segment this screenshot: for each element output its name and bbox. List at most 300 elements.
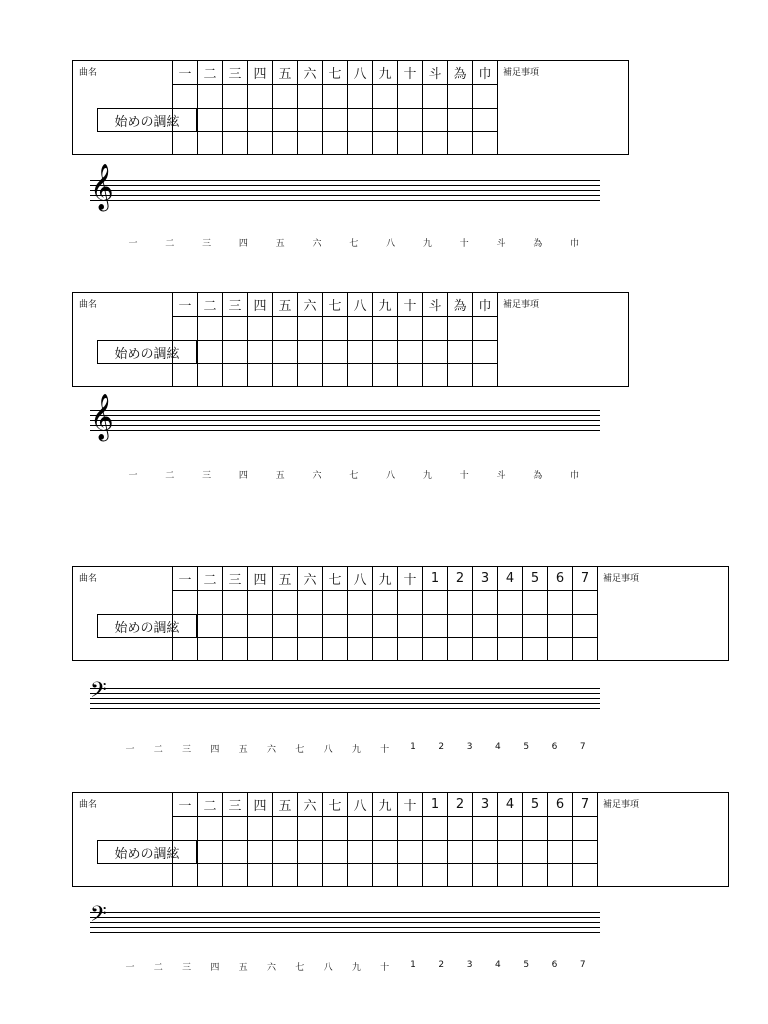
song-name-label: 曲名 (79, 68, 98, 78)
string-column-header: 十 (398, 293, 423, 317)
string-column-header: 四 (248, 61, 273, 85)
tuning-cell[interactable] (348, 591, 373, 615)
tuning-cell[interactable] (198, 817, 223, 841)
tuning-cell[interactable] (498, 864, 523, 888)
string-column-header: 1 (423, 567, 448, 591)
tuning-cells (172, 567, 598, 661)
tuning-cell[interactable] (523, 614, 548, 638)
string-column-header: 七 (323, 61, 348, 85)
tuning-cell[interactable] (298, 638, 323, 662)
tuning-cell[interactable] (198, 108, 223, 132)
bass-clef-icon: 𝄢 (90, 902, 107, 932)
tuning-cell[interactable] (398, 317, 423, 341)
tuning-cell[interactable] (248, 317, 273, 341)
tuning-cell[interactable] (273, 85, 298, 109)
staff-line (90, 180, 600, 181)
string-column-header: 巾 (473, 293, 498, 317)
tuning-cell[interactable] (298, 132, 323, 156)
string-label: 3 (466, 960, 473, 970)
tuning-cell[interactable] (348, 638, 373, 662)
tuning-cell[interactable] (348, 108, 373, 132)
tuning-cell[interactable] (473, 840, 498, 864)
tuning-cell[interactable] (473, 364, 498, 388)
tuning-cell[interactable] (373, 85, 398, 109)
tuning-cell[interactable] (398, 132, 423, 156)
tuning-cell[interactable] (198, 638, 223, 662)
tuning-cell[interactable] (523, 817, 548, 841)
tuning-cell[interactable] (198, 840, 223, 864)
string-label: 巾 (570, 239, 580, 249)
tuning-cell[interactable] (348, 840, 373, 864)
tuning-cell[interactable] (348, 85, 373, 109)
staff-line (90, 425, 600, 426)
tuning-cell[interactable] (473, 591, 498, 615)
tuning-cell[interactable] (173, 364, 198, 388)
tuning-cell[interactable] (498, 591, 523, 615)
string-column-header: 九 (373, 61, 398, 85)
tuning-cell[interactable] (423, 317, 448, 341)
tuning-cell[interactable] (473, 638, 498, 662)
tuning-cell[interactable] (323, 364, 348, 388)
string-column-header: 六 (298, 61, 323, 85)
tuning-cell[interactable] (198, 340, 223, 364)
string-label: 八 (323, 963, 333, 973)
tuning-cell[interactable] (223, 317, 248, 341)
staff-line (90, 430, 600, 431)
string-label: 二 (153, 963, 163, 973)
string-column-header: 五 (273, 293, 298, 317)
tuning-cell[interactable] (423, 817, 448, 841)
tuning-cell[interactable] (448, 364, 473, 388)
string-label: 四 (210, 963, 220, 973)
string-column-header: 7 (573, 567, 598, 591)
string-column-header: 一 (173, 61, 198, 85)
tuning-cell[interactable] (373, 840, 398, 864)
tuning-cell[interactable] (548, 864, 573, 888)
tuning-cell[interactable] (498, 638, 523, 662)
tuning-cell[interactable] (398, 614, 423, 638)
tuning-cell[interactable] (223, 340, 248, 364)
staff-line (90, 932, 600, 933)
tuning-cell[interactable] (498, 817, 523, 841)
tuning-cell[interactable] (373, 364, 398, 388)
tuning-cell[interactable] (173, 817, 198, 841)
string-label: 二 (165, 471, 175, 481)
tuning-cell[interactable] (423, 85, 448, 109)
string-label: 斗 (496, 239, 506, 249)
string-label: 七 (349, 471, 359, 481)
tuning-cell[interactable] (323, 591, 348, 615)
tuning-cell[interactable] (173, 638, 198, 662)
tuning-cell[interactable] (273, 864, 298, 888)
tuning-cell[interactable] (373, 638, 398, 662)
string-column-header: 十 (398, 793, 423, 817)
tuning-cell[interactable] (373, 317, 398, 341)
tuning-cell[interactable] (473, 614, 498, 638)
tuning-cell[interactable] (523, 638, 548, 662)
tuning-cell[interactable] (173, 591, 198, 615)
tuning-cell[interactable] (248, 85, 273, 109)
staff-line (90, 703, 600, 704)
start-tuning-label: 始めの調絃 (97, 614, 197, 638)
tuning-cell[interactable] (198, 864, 223, 888)
tuning-cell[interactable] (323, 614, 348, 638)
tuning-cell[interactable] (423, 638, 448, 662)
string-column-header: 八 (348, 793, 373, 817)
staff-line (90, 415, 600, 416)
string-label: 七 (295, 963, 305, 973)
tuning-cell[interactable] (448, 614, 473, 638)
tuning-cell[interactable] (248, 614, 273, 638)
tuning-cell[interactable] (273, 614, 298, 638)
tuning-cell[interactable] (398, 85, 423, 109)
string-label: 六 (312, 239, 322, 249)
tuning-cell[interactable] (548, 817, 573, 841)
tuning-cell[interactable] (348, 364, 373, 388)
tuning-cell[interactable] (348, 340, 373, 364)
tuning-cell[interactable] (273, 132, 298, 156)
tuning-cell[interactable] (448, 591, 473, 615)
staff-line (90, 912, 600, 913)
tuning-cell[interactable] (373, 864, 398, 888)
tuning-cell[interactable] (348, 614, 373, 638)
tuning-cell[interactable] (423, 132, 448, 156)
string-label: 八 (386, 239, 396, 249)
tuning-cell[interactable] (298, 864, 323, 888)
string-label: 三 (182, 745, 192, 755)
string-label: 三 (202, 239, 212, 249)
tuning-cell[interactable] (573, 638, 598, 662)
song-name-label: 曲名 (79, 800, 98, 810)
tuning-cell[interactable] (223, 591, 248, 615)
string-column-header: 六 (298, 567, 323, 591)
tuning-cell[interactable] (398, 864, 423, 888)
tuning-cell[interactable] (423, 864, 448, 888)
tuning-cell[interactable] (248, 132, 273, 156)
tuning-cell[interactable] (298, 614, 323, 638)
tuning-cell[interactable] (273, 364, 298, 388)
tuning-cell[interactable] (248, 340, 273, 364)
string-column-header: 三 (223, 793, 248, 817)
tuning-cell[interactable] (173, 340, 198, 364)
tuning-cell[interactable] (348, 864, 373, 888)
tuning-cell[interactable] (298, 317, 323, 341)
tuning-cell[interactable] (323, 638, 348, 662)
tuning-cell[interactable] (298, 817, 323, 841)
string-column-header: 一 (173, 293, 198, 317)
notes-label: 補足事項 (603, 800, 640, 810)
string-label: 八 (386, 471, 396, 481)
tuning-cell[interactable] (348, 317, 373, 341)
tuning-cell[interactable] (448, 864, 473, 888)
string-label: 七 (295, 745, 305, 755)
staff-line (90, 195, 600, 196)
song-name-label: 曲名 (79, 300, 98, 310)
string-column-header: 二 (198, 61, 223, 85)
tuning-table (72, 566, 729, 661)
tuning-cell[interactable] (348, 132, 373, 156)
string-label: 五 (275, 471, 285, 481)
tuning-cell[interactable] (273, 340, 298, 364)
tuning-cell[interactable] (348, 817, 373, 841)
tuning-cell[interactable] (323, 864, 348, 888)
string-column-header: 為 (448, 293, 473, 317)
tuning-cell[interactable] (273, 840, 298, 864)
tuning-cell[interactable] (298, 591, 323, 615)
tuning-cell[interactable] (523, 591, 548, 615)
tuning-cells (172, 293, 498, 387)
tuning-cell[interactable] (448, 840, 473, 864)
string-label: 7 (579, 960, 586, 970)
tuning-cell[interactable] (223, 132, 248, 156)
tuning-cell[interactable] (223, 840, 248, 864)
string-label: 十 (459, 239, 469, 249)
string-column-header: 二 (198, 293, 223, 317)
string-label: 一 (125, 963, 135, 973)
tuning-cell[interactable] (398, 591, 423, 615)
string-label: 四 (238, 239, 248, 249)
tuning-cell[interactable] (273, 317, 298, 341)
string-column-header: 六 (298, 293, 323, 317)
tuning-cell[interactable] (448, 132, 473, 156)
string-label: 九 (422, 471, 432, 481)
string-label: 2 (438, 742, 445, 752)
tuning-cell[interactable] (573, 614, 598, 638)
tuning-cell[interactable] (323, 108, 348, 132)
tuning-cell[interactable] (248, 638, 273, 662)
string-column-header: 一 (173, 793, 198, 817)
tuning-cell[interactable] (298, 108, 323, 132)
string-label: 5 (523, 960, 530, 970)
staff-line (90, 698, 600, 699)
string-column-header: 5 (523, 567, 548, 591)
tuning-cell[interactable] (373, 614, 398, 638)
tuning-cell[interactable] (248, 817, 273, 841)
string-column-header: 十 (398, 567, 423, 591)
tuning-cell[interactable] (323, 317, 348, 341)
string-column-header: 三 (223, 293, 248, 317)
tuning-cell[interactable] (473, 85, 498, 109)
tuning-cell[interactable] (223, 85, 248, 109)
tuning-cell[interactable] (373, 340, 398, 364)
tuning-cell[interactable] (573, 591, 598, 615)
string-column-header: 巾 (473, 61, 498, 85)
tuning-cell[interactable] (248, 840, 273, 864)
tuning-cell[interactable] (398, 817, 423, 841)
tuning-cell[interactable] (373, 132, 398, 156)
tuning-cell[interactable] (473, 864, 498, 888)
tuning-cell[interactable] (198, 364, 223, 388)
tuning-cell[interactable] (223, 817, 248, 841)
tuning-cell[interactable] (173, 317, 198, 341)
tuning-cell[interactable] (423, 364, 448, 388)
string-label: 六 (266, 745, 277, 755)
staff-line (90, 190, 600, 191)
string-label: 十 (380, 963, 390, 973)
tuning-cell[interactable] (448, 317, 473, 341)
tuning-cell[interactable] (423, 340, 448, 364)
tuning-cell[interactable] (373, 108, 398, 132)
staff-line (90, 693, 600, 694)
tuning-cell[interactable] (548, 614, 573, 638)
tuning-cell[interactable] (223, 638, 248, 662)
staff-line (90, 185, 600, 186)
string-label: 4 (495, 742, 501, 752)
string-column-header: 2 (448, 567, 473, 591)
tuning-cell[interactable] (173, 108, 198, 132)
string-label: 7 (579, 742, 586, 752)
staff-line (90, 922, 600, 923)
string-column-header: 二 (198, 567, 223, 591)
tuning-cell[interactable] (573, 840, 598, 864)
string-label: 巾 (570, 471, 580, 481)
tuning-cell[interactable] (273, 108, 298, 132)
tuning-cell[interactable] (173, 614, 198, 638)
tuning-cell[interactable] (423, 591, 448, 615)
tuning-cell[interactable] (198, 591, 223, 615)
staff-line (90, 917, 600, 918)
tuning-cell[interactable] (473, 817, 498, 841)
tuning-cell[interactable] (248, 591, 273, 615)
tuning-cell[interactable] (473, 340, 498, 364)
tuning-cell[interactable] (448, 85, 473, 109)
string-column-header: 三 (223, 567, 248, 591)
tuning-cell[interactable] (323, 840, 348, 864)
treble-clef-icon: 𝄞 (90, 394, 114, 440)
string-column-header: 6 (548, 567, 573, 591)
tuning-cell[interactable] (573, 817, 598, 841)
tuning-cell[interactable] (398, 364, 423, 388)
string-column-header: 7 (573, 793, 598, 817)
tuning-cell[interactable] (298, 85, 323, 109)
string-label: 十 (459, 471, 469, 481)
tuning-cell[interactable] (248, 108, 273, 132)
string-label: 4 (495, 960, 501, 970)
start-tuning-label: 始めの調絃 (97, 340, 197, 364)
tuning-cell[interactable] (423, 840, 448, 864)
tuning-cell[interactable] (248, 864, 273, 888)
tuning-cell[interactable] (398, 840, 423, 864)
tuning-cell[interactable] (323, 340, 348, 364)
string-label: 五 (238, 963, 248, 973)
tuning-cell[interactable] (223, 364, 248, 388)
tuning-cell[interactable] (323, 85, 348, 109)
tuning-cell[interactable] (398, 340, 423, 364)
start-tuning-label: 始めの調絃 (97, 108, 197, 132)
tuning-cell[interactable] (173, 840, 198, 864)
string-column-header: 6 (548, 793, 573, 817)
tuning-cell[interactable] (448, 340, 473, 364)
tuning-cell[interactable] (423, 108, 448, 132)
tuning-cell[interactable] (273, 638, 298, 662)
tuning-cell[interactable] (523, 864, 548, 888)
tuning-cell[interactable] (548, 638, 573, 662)
string-column-header: 七 (323, 793, 348, 817)
string-label: 斗 (496, 471, 506, 481)
tuning-cell[interactable] (498, 840, 523, 864)
staff-line (90, 927, 600, 928)
tuning-table (72, 792, 729, 887)
string-column-header: 4 (498, 793, 523, 817)
string-column-header: 3 (473, 567, 498, 591)
tuning-cell[interactable] (173, 864, 198, 888)
tuning-cell[interactable] (198, 85, 223, 109)
tuning-cell[interactable] (573, 864, 598, 888)
string-column-header: 一 (173, 567, 198, 591)
tuning-cell[interactable] (398, 638, 423, 662)
tuning-cell[interactable] (248, 364, 273, 388)
treble-clef-icon: 𝄞 (90, 164, 114, 210)
tuning-cell[interactable] (498, 614, 523, 638)
tuning-cell[interactable] (448, 817, 473, 841)
bass-clef-icon: 𝄢 (90, 678, 107, 708)
tuning-cell[interactable] (223, 108, 248, 132)
tuning-cell[interactable] (448, 108, 473, 132)
tuning-cell[interactable] (523, 840, 548, 864)
string-column-header: 四 (248, 293, 273, 317)
tuning-cell[interactable] (223, 864, 248, 888)
string-label: 七 (349, 239, 359, 249)
string-column-header: 八 (348, 293, 373, 317)
tuning-cell[interactable] (173, 132, 198, 156)
notes-label: 補足事項 (503, 68, 540, 78)
string-label: 1 (410, 742, 416, 752)
tuning-cell[interactable] (473, 317, 498, 341)
tuning-cell[interactable] (423, 614, 448, 638)
tuning-cell[interactable] (548, 840, 573, 864)
tuning-cell[interactable] (473, 132, 498, 156)
tuning-cell[interactable] (273, 817, 298, 841)
song-name-label: 曲名 (79, 574, 98, 584)
tuning-cell[interactable] (373, 817, 398, 841)
tuning-cell[interactable] (448, 638, 473, 662)
tuning-cell[interactable] (298, 840, 323, 864)
string-label: 二 (153, 745, 163, 755)
staff-line (90, 410, 600, 411)
tuning-cell[interactable] (198, 317, 223, 341)
string-column-header: 七 (323, 567, 348, 591)
tuning-cell[interactable] (198, 132, 223, 156)
tuning-cell[interactable] (548, 591, 573, 615)
tuning-cell[interactable] (323, 132, 348, 156)
string-column-header: 1 (423, 793, 448, 817)
string-label: 五 (275, 239, 285, 249)
tuning-cell[interactable] (373, 591, 398, 615)
tuning-cell[interactable] (223, 614, 248, 638)
staff-line (90, 200, 600, 201)
string-column-header: 八 (348, 567, 373, 591)
tuning-cell[interactable] (173, 85, 198, 109)
tuning-cell[interactable] (273, 591, 298, 615)
string-column-header: 3 (473, 793, 498, 817)
tuning-cell[interactable] (398, 108, 423, 132)
notes-label: 補足事項 (603, 574, 640, 584)
string-label: 5 (523, 742, 530, 752)
tuning-cell[interactable] (198, 614, 223, 638)
tuning-table (72, 60, 629, 155)
string-column-header: 七 (323, 293, 348, 317)
tuning-cell[interactable] (473, 108, 498, 132)
string-label: 六 (312, 471, 322, 481)
string-column-header: 九 (373, 567, 398, 591)
tuning-cell[interactable] (298, 340, 323, 364)
notes-label: 補足事項 (503, 300, 540, 310)
string-label: 3 (466, 742, 473, 752)
string-label: 四 (210, 745, 220, 755)
tuning-cell[interactable] (323, 817, 348, 841)
tuning-cell[interactable] (298, 364, 323, 388)
string-label: 6 (551, 960, 558, 970)
